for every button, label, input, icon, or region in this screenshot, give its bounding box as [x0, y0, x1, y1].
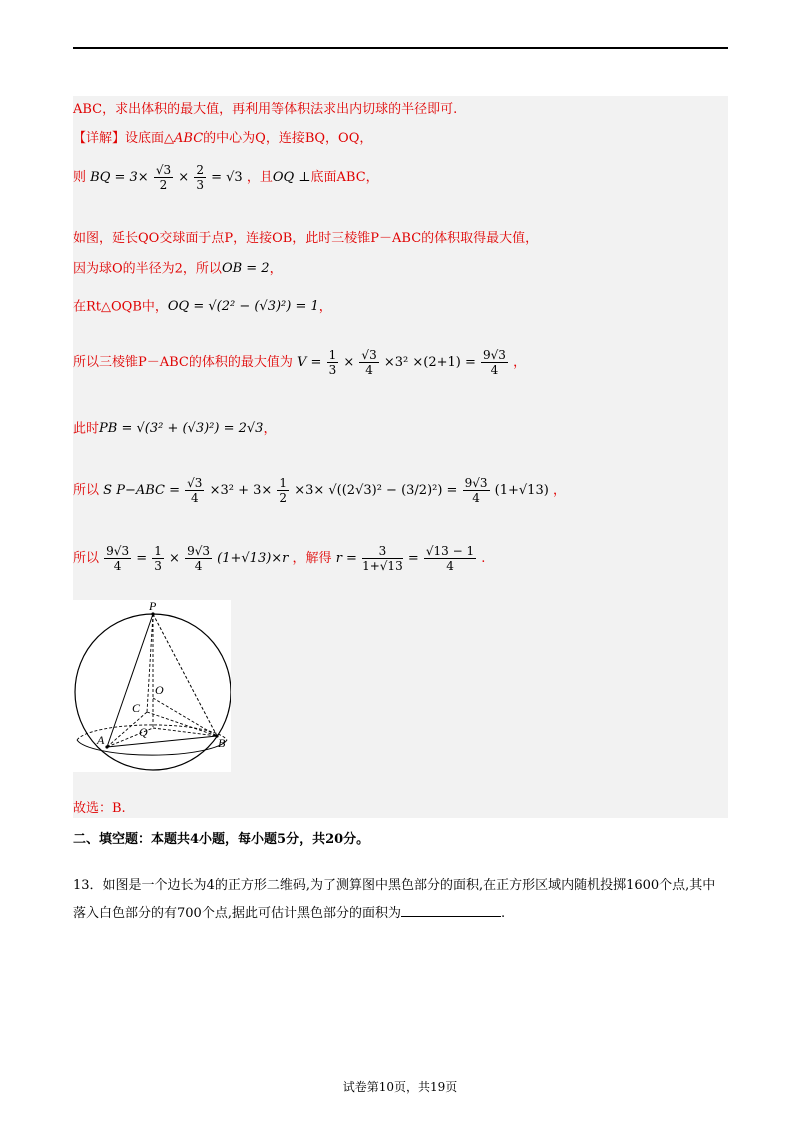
label-Q: Q [139, 725, 148, 739]
solution-line-5: 因为球O的半径为2，所以OB = 2， [73, 261, 283, 277]
solution-line-1: ABC，求出体积的最大值，再利用等体积法求出内切球的半径即可. [73, 102, 458, 117]
question-13-text: 13．如图是一个边长为4的正方形二维码,为了测算图中黑色部分的面积,在正方形区域内随机投掷1600个点,其中落入白色部分的有700个点,据此可估计黑色部分的面积为 [73, 878, 716, 921]
answer-line: 故选：B. [73, 801, 126, 816]
page-footer: 试卷第10页，共19页 [342, 1080, 458, 1094]
segment-QB [153, 728, 217, 736]
solution-line-6: 在Rt△OQB中，OQ = √(2² − (√3)²) = 1， [73, 299, 332, 315]
edge-AB [107, 736, 217, 747]
solution-line-7: 所以三棱锥P－ABC的体积的最大值为 V = $\frac{1}{3}$ × $\frac{√3}{4}$ ×3² ×(2+1) = $\frac{9√3}{4}$ ， [73, 348, 527, 377]
label-C: C [132, 701, 141, 715]
solution-line-10: 所以 $\frac{9√3}{4}$ = $\frac{1}{3}$ × $\frac{9√3}{4}$ (1+√13)×r ，解得 r = $\frac{3}{1+√13}$ = $\frac{√13 - 1}{4}$ . [73, 544, 486, 573]
question-13-end: . [500, 906, 506, 921]
solution-line-3: 则 BQ = 3× $\frac{√3}{2}$ × $\frac{2}{3}$ = √3 ，且OQ ⊥底面ABC， [73, 163, 379, 192]
label-A: A [97, 733, 105, 747]
answer-blank[interactable] [401, 902, 501, 917]
solution-line-9: 所以 S P−ABC = $\frac{√3}{4}$ ×3² + 3× $\frac{1}{2}$ ×3× √((2√3)² − (3/2)²) = $\frac{9√3}{4}$ (1+√13) ， [73, 476, 566, 505]
label-O: O [155, 683, 164, 697]
solution-line-8: 此时PB = √(3² + (√3)²) = 2√3， [73, 421, 277, 437]
sphere-pyramid-diagram [73, 600, 231, 772]
label-P: P [149, 600, 157, 613]
point-A [105, 745, 108, 748]
geometry-figure [73, 600, 231, 772]
solution-line-4: 如图，延长QO交球面于点P，连接OB，此时三棱锥P－ABC的体积取得最大值， [73, 231, 539, 246]
label-B: B [218, 736, 226, 750]
edge-CB [147, 712, 217, 736]
header-rule [73, 47, 728, 49]
question-13 [73, 872, 728, 928]
solution-line-2: 【详解】设底面△ABC的中心为Q，连接BQ，OQ， [73, 131, 373, 146]
section-heading: 二、填空题：本题共4小题，每小题5分，共20分。 [73, 832, 370, 847]
